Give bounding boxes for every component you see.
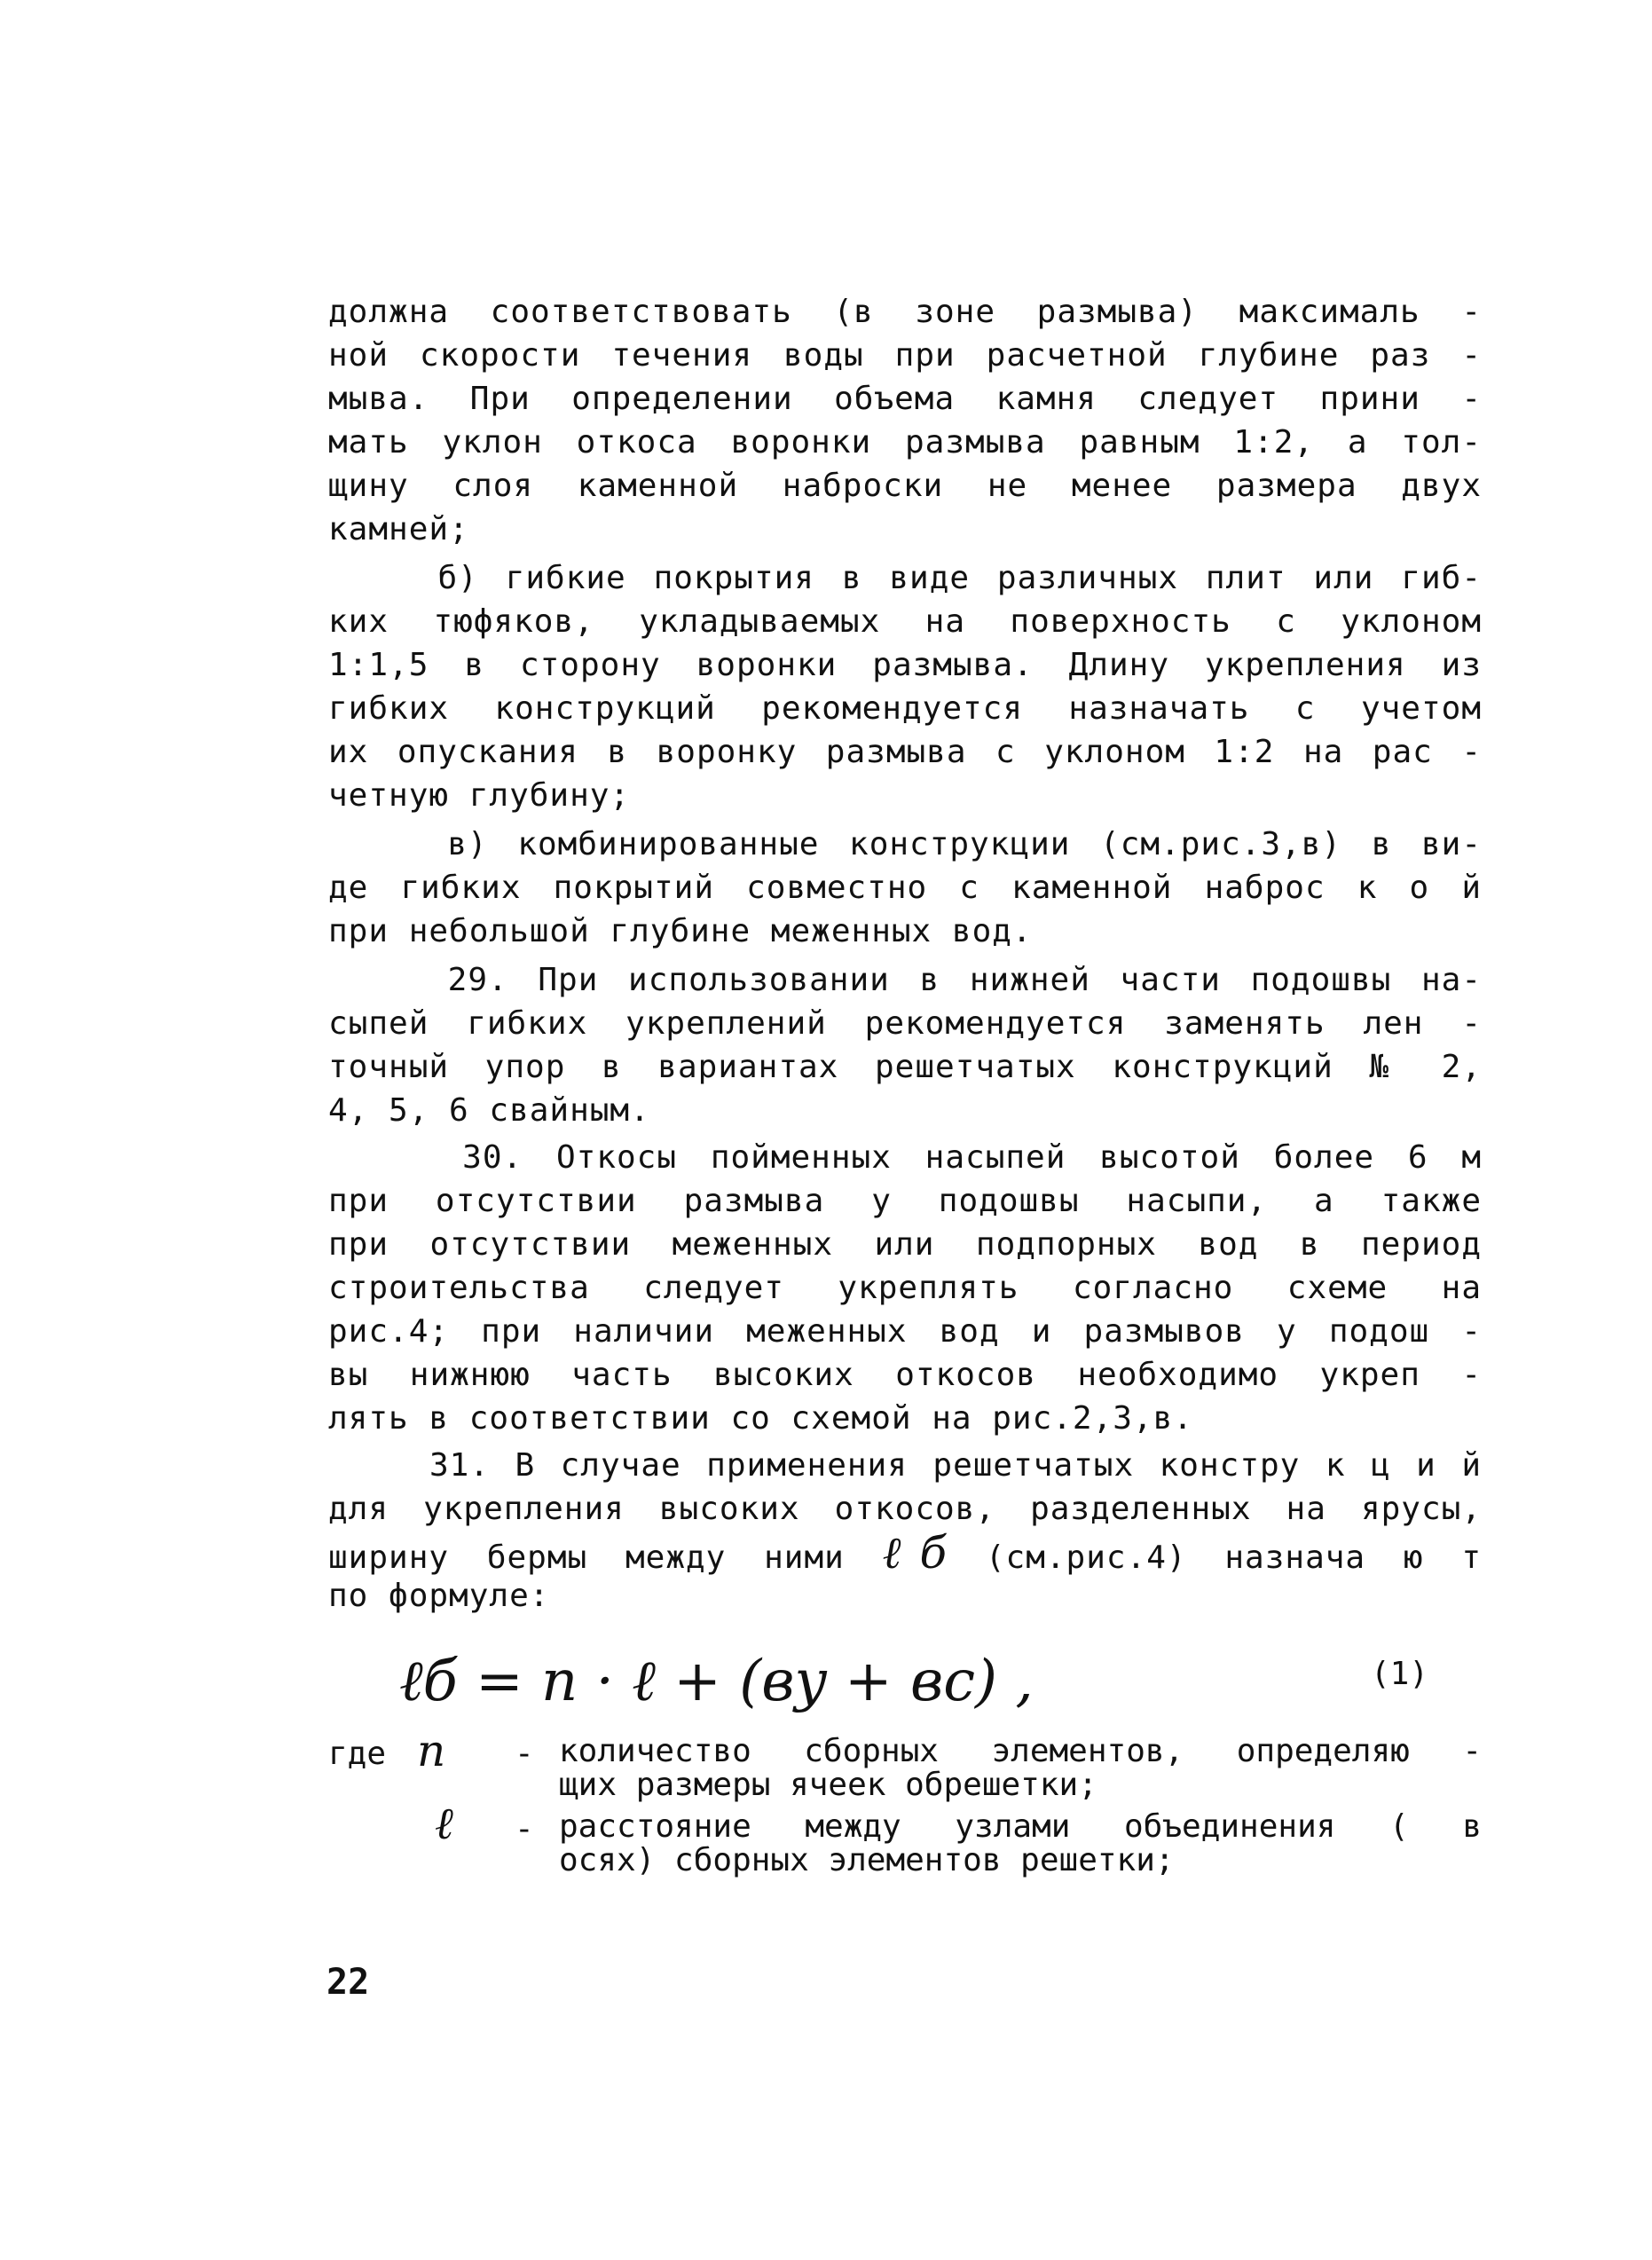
text-fragment: ширину бермы между ними bbox=[328, 1539, 883, 1576]
formula-number: (1) bbox=[1370, 1656, 1428, 1692]
text-line-with-symbol bbox=[328, 1527, 1482, 1579]
text-line: точный упор в вариантах решетчатых конструкций № 2, bbox=[328, 1049, 1482, 1085]
text-line: рис.4; при наличии меженных вод и размывов у подош - bbox=[328, 1313, 1482, 1350]
berm-width-symbol: ℓб bbox=[882, 1527, 948, 1579]
text-line: должна соответствовать (в зоне размыва) максималь - bbox=[328, 294, 1482, 330]
definition-symbol: ℓ bbox=[435, 1798, 453, 1849]
definition-dash: - bbox=[515, 1811, 534, 1847]
text-line: вы нижнюю часть высоких откосов необходимо укреп - bbox=[328, 1357, 1482, 1393]
text-line: при отсутствии меженных или подпорных вод в период bbox=[328, 1226, 1482, 1263]
text-line: ной скорости течения воды при расчетной глубине раз - bbox=[328, 337, 1482, 374]
text-line: лять в соответствии со схемой на рис.2,3,в. bbox=[328, 1400, 1193, 1437]
text-line: 4, 5, 6 свайным. bbox=[328, 1092, 650, 1129]
text-line: 29. При использовании в нижней части подошвы на- bbox=[328, 962, 1482, 998]
formula-expression: ℓб = n · ℓ + (вy + вc) , bbox=[399, 1649, 1034, 1714]
text-line: строительства следует укреплять согласно схеме на bbox=[328, 1270, 1482, 1306]
definition-text: расстояние между узлами объединения ( в bbox=[559, 1808, 1482, 1845]
definition-text: количество сборных элементов, определяю - bbox=[559, 1733, 1482, 1769]
text-line: их опускания в воронку размыва с уклоном 1:2 на рас - bbox=[328, 734, 1482, 770]
text-line: в) комбинированные конструкции (см.рис.3,в) в ви- bbox=[328, 826, 1482, 862]
text-line: б) гибкие покрытия в виде различных плит или гиб- bbox=[328, 560, 1482, 596]
text-line: камней; bbox=[328, 511, 469, 547]
page-number: 22 bbox=[326, 1962, 370, 2003]
definition-text: щих размеры ячеек обрешетки; bbox=[559, 1767, 1097, 1803]
text-line: 30. Откосы пойменных насыпей высотой более 6 м bbox=[328, 1139, 1482, 1176]
definition-symbol: n bbox=[417, 1725, 446, 1776]
text-line: по формуле: bbox=[328, 1578, 550, 1614]
text-line: 1:1,5 в сторону воронки размыва. Длину укрепления из bbox=[328, 647, 1482, 683]
definition-lead: где bbox=[328, 1736, 387, 1772]
definition-text: осях) сборных элементов решетки; bbox=[559, 1842, 1175, 1878]
text-line: ких тюфяков, укладываемых на поверхность с уклоном bbox=[328, 603, 1482, 640]
text-line: де гибких покрытий совместно с каменной наброс к о й bbox=[328, 870, 1482, 906]
text-line: гибких конструкций рекомендуется назначать с учетом bbox=[328, 690, 1482, 727]
text-line: для укрепления высоких откосов, разделенных на ярусы, bbox=[328, 1491, 1482, 1527]
text-line: при отсутствии размыва у подошвы насыпи, а также bbox=[328, 1183, 1482, 1219]
definition-dash: - bbox=[515, 1736, 534, 1772]
text-line: мать уклон откоса воронки размыва равным 1:2, а тол- bbox=[328, 424, 1482, 461]
text-line: четную глубину; bbox=[328, 777, 631, 814]
text-fragment: (см.рис.4) назнача ю т bbox=[948, 1539, 1482, 1576]
formula-block bbox=[328, 1637, 1482, 1735]
text-line: 31. В случае применения решетчатых констру к ц и й bbox=[328, 1447, 1482, 1484]
text-line: мыва. При определении объема камня следует прини - bbox=[328, 381, 1482, 417]
text-line: сыпей гибких укреплений рекомендуется заменять лен - bbox=[328, 1005, 1482, 1042]
text-line: щину слоя каменной наброски не менее размера двух bbox=[328, 468, 1482, 504]
text-line: при небольшой глубине меженных вод. bbox=[328, 913, 1033, 949]
